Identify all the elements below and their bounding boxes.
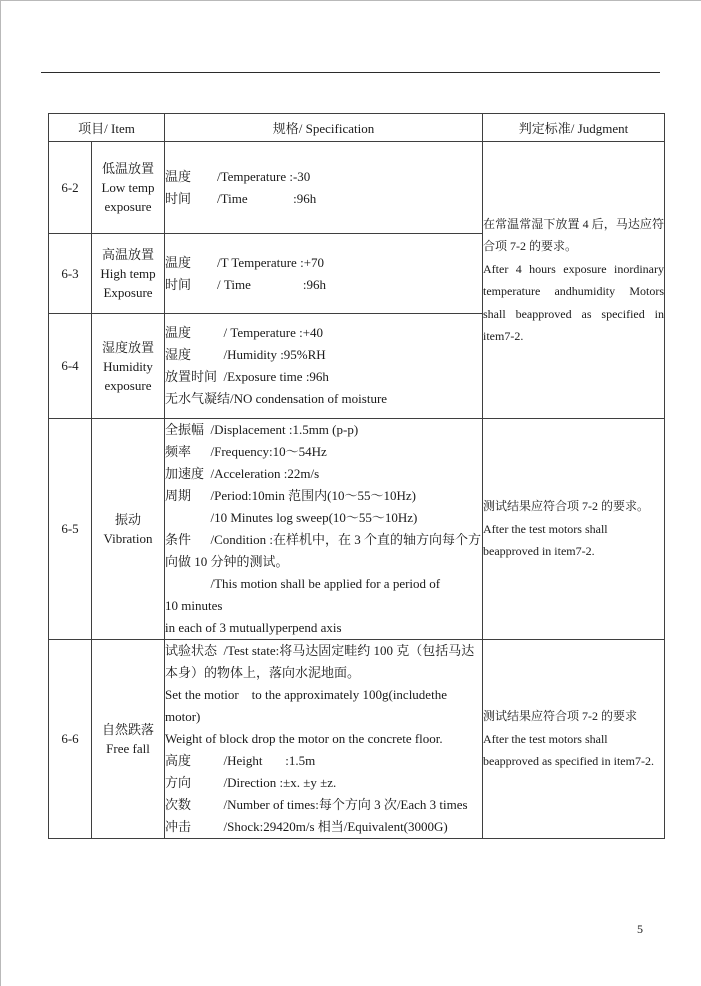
judgment-text-en: After the test motors shall beapproved as specified in item7-2. — [483, 731, 654, 769]
spec-line: 湿度 /Humidity :95%RH — [165, 347, 326, 362]
item-name-zh: 湿度放置 — [101, 339, 154, 355]
spec-line: /10 Minutes log sweep(10～55～10Hz) — [165, 510, 418, 525]
spec-line: 频率 /Frequency:10～54Hz — [165, 444, 327, 459]
spec-line: Set the motior to the approximately 100g(includethe motor) — [165, 687, 451, 724]
judgment-cell-vibration — [483, 419, 665, 640]
item-name-zh: 高温放置 — [101, 247, 154, 262]
item-number-cell: 6-2 — [49, 142, 92, 234]
item-name-cell — [92, 142, 165, 234]
specification-table — [48, 113, 665, 839]
item-name-zh: 自然跌落 — [101, 722, 154, 737]
header-item: 项目/ Item — [49, 114, 165, 142]
spec-cell — [165, 419, 483, 640]
judgment-text-zh: 在常温常湿下放置 4 后，马达应符合项 7-2 的要求。 — [483, 216, 664, 253]
spec-cell — [165, 314, 483, 419]
item-name-cell — [92, 419, 165, 640]
table-row-6-6 — [49, 640, 665, 839]
header-judgment: 判定标准/ Judgment — [483, 114, 665, 142]
item-name-zh: 低温放置 — [101, 161, 154, 176]
spec-line: 周期 /Period:10min 范围内(10～55～10Hz) — [165, 488, 416, 503]
table-row-6-5 — [49, 419, 665, 640]
spec-line: 次数 /Number of times:每个方向 3 次/Each 3 times — [165, 797, 468, 812]
judgment-text-en: After 4 hours exposure inordinary temperature andhumidity Motors shall beapproved as specified in item7-2. — [483, 261, 664, 343]
item-name-en: High temp Exposure — [100, 266, 156, 300]
spec-cell — [165, 142, 483, 234]
spec-line: 时间 / Time :96h — [165, 276, 326, 292]
item-number-cell: 6-6 — [49, 640, 92, 839]
item-name-en: Humidity exposure — [103, 358, 153, 393]
spec-line: in each of 3 mutuallyperpend axis — [165, 620, 342, 635]
judgment-cell-temp-humidity — [483, 142, 665, 419]
header-specification: 规格/ Specification — [165, 114, 483, 142]
spec-line: 条件 /Condition :在样机中，在 3 个直的轴方向每个方向做 10 分钟的测试。 — [165, 532, 481, 569]
spec-line: 加速度 /Acceleration :22m/s — [165, 466, 320, 481]
spec-line: 冲击 /Shock:29420m/s 相当/Equivalent(3000G) — [165, 819, 448, 834]
item-name-en: Vibration — [103, 531, 153, 546]
judgment-cell-free-fall — [483, 640, 665, 839]
spec-line: 全振幅 /Displacement :1.5mm (p-p) — [165, 422, 359, 437]
spec-line: Weight of block drop the motor on the concrete floor. — [165, 731, 443, 746]
judgment-text-en: After the test motors shall beapproved in item7-2. — [483, 521, 608, 559]
spec-line: 试验状态 /Test state:将马达固定畦约 100 克（包括马达本身）的物体上，落向水泥地面。 — [165, 643, 475, 680]
spec-line: 放置时间 /Exposure time :96h — [165, 369, 329, 384]
spec-line: 温度 / Temperature :+40 — [165, 325, 324, 340]
table-header-row — [49, 114, 665, 142]
spec-line: 无水气凝结/NO condensation of moisture — [165, 391, 388, 406]
spec-line: 高度 /Height :1.5m — [165, 753, 316, 768]
spec-line: 温度 /Temperature :-30 — [165, 168, 311, 184]
spec-line: 温度 /T Temperature :+70 — [165, 254, 325, 270]
spec-line: 时间 /Time :96h — [165, 190, 317, 206]
item-name-cell — [92, 234, 165, 314]
item-name-en: Free fall — [106, 741, 150, 756]
specification-table-container — [48, 113, 665, 839]
header-rule — [41, 72, 660, 73]
item-number-cell: 6-5 — [49, 419, 92, 640]
spec-line: 10 minutes — [165, 598, 223, 613]
item-name-en: Low temp exposure — [101, 180, 155, 214]
judgment-text-zh: 测试结果应符合项 7-2 的要求。 — [483, 499, 649, 514]
judgment-text-zh: 测试结果应符合项 7-2 的要求 — [483, 709, 637, 724]
spec-line: /This motion shall be applied for a period of — [165, 576, 441, 591]
item-name-cell — [92, 314, 165, 419]
page-number: 5 — [637, 922, 643, 936]
spec-cell — [165, 640, 483, 839]
item-number-cell: 6-4 — [49, 314, 92, 419]
table-row-6-2 — [49, 142, 665, 234]
spec-line: 方向 /Direction :±x. ±y ±z. — [165, 775, 337, 790]
spec-cell — [165, 234, 483, 314]
item-number-cell: 6-3 — [49, 234, 92, 314]
item-name-zh: 振动 — [114, 512, 141, 527]
item-name-cell — [92, 640, 165, 839]
